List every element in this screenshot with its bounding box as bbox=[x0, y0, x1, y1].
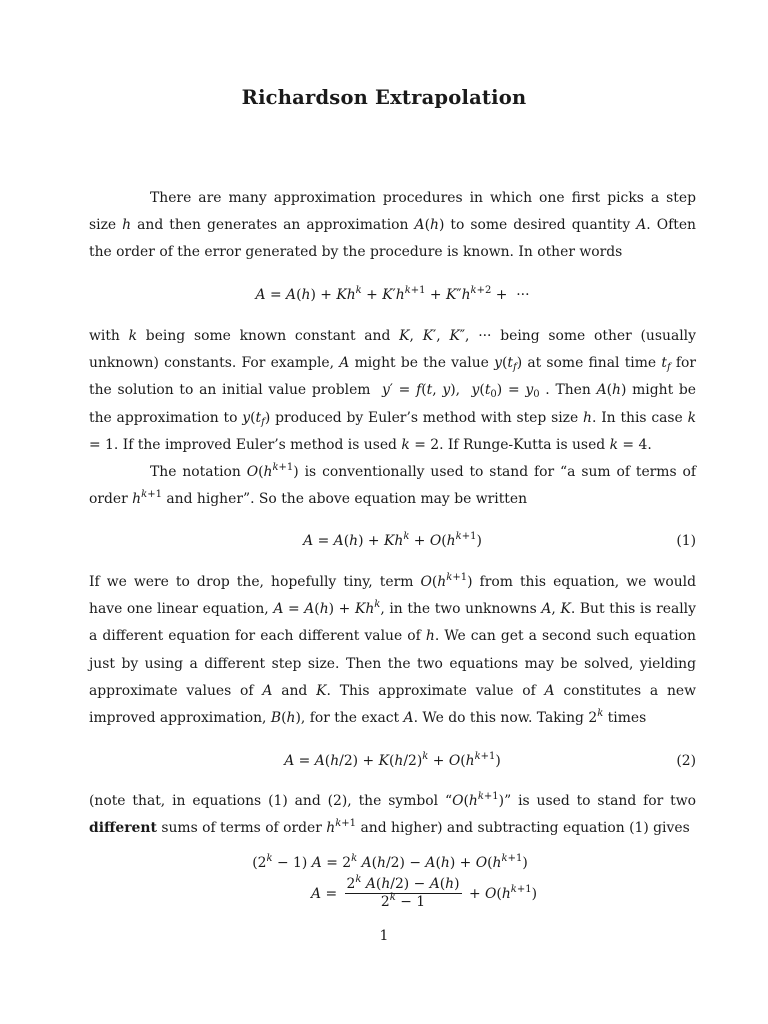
document-title: Richardson Extrapolation bbox=[241, 86, 527, 109]
equation-2: $A = A(h/2) + K(h/2)^k + O(h^{k+1})$ bbox=[284, 751, 501, 769]
fraction: $\frac{2^k A(h/2) - A(h)}{2^k - 1}$ bbox=[346, 874, 460, 910]
paragraph-notation: The notation $O(h^{k+1})$ is conventionally used to stand for “a sum of terms of order $h^{k+1}$ and higher”. So the above equation may be written bbox=[89, 462, 696, 508]
equation-1-number: (1) bbox=[676, 533, 696, 549]
equation-1: $A = A(h) + Kh^k + O(h^{k+1})$ bbox=[303, 531, 482, 549]
paragraph-derivation: If we were to drop the, hopefully tiny, term $O(h^{k+1})$ from this equation, we would have one linear equation, $A = A(h) + Kh^k$, in the two unknowns A, K. But this is really a different equation for each different value of h. We can get a second such equation just by using a different step size. Then the two equations may be solved, yielding approximate values of A and K. This approximate value of A constitutes a new improved approximation, B(h), for the exact A. We do this now. Taking 2$^k$ times bbox=[89, 572, 696, 727]
page-number: 1 bbox=[379, 928, 389, 944]
paragraph-note: (note that, in equations (1) and (2), the symbol “$O(h^{k+1})$” is used to stand for two different sums of terms of order $h^{k+1}$ and higher) and subtracting equation (1) gives bbox=[89, 791, 696, 837]
paragraph-intro: There are many approximation procedures in which one first picks a step size h and then generates an approximation A(h) to some desired quantity A. Often the order of the error generated by the procedure is known. In other words bbox=[89, 190, 696, 261]
equation-subtraction-step: $(2^k - 1) A = 2^k$ $A(h/2) - A(h) + O(h^{k+1})$ bbox=[252, 853, 528, 871]
equation-expansion: $A = A(h) + Kh^k + K'h^{k+1} + K''h^{k+2}$ + ··· bbox=[255, 285, 530, 303]
equation-2-number: (2) bbox=[676, 753, 696, 769]
paragraph-constants: with k being some known constant and K, K′, K″, ··· being some other (usually unknown) constants. For example, A might be the value $y(t_f)$ at some final time $t_f$ for the solution to an initial value problem y′ = f(t, y), $y(t_0) = y_0$ . Then A(h) might be the approximation to $y(t_f)$ produced by Euler’s method with step size h. In this case k = 1. If the improved Euler’s method is used k = 2. If Runge-Kutta is used k = 4. bbox=[89, 328, 697, 453]
equation-solved-for-a: A = $\frac{2^k A(h/2) - A(h)}{2^k - 1}$ + $O(h^{k+1})$ bbox=[311, 874, 538, 910]
